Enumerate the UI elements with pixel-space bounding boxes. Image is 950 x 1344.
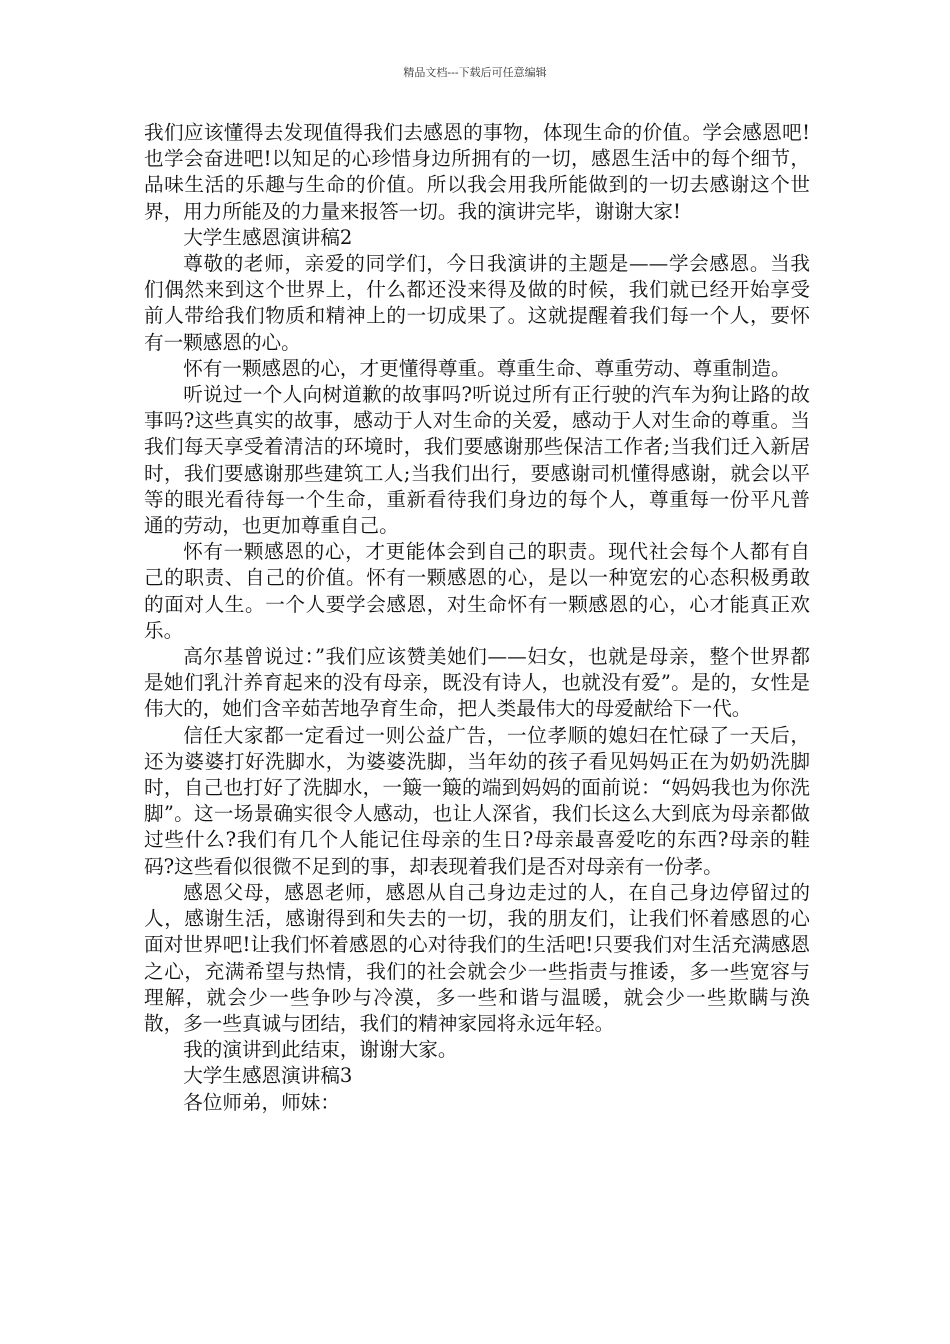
document-body <box>144 120 810 1116</box>
section-heading-3: 大学生感恩演讲稿3 <box>183 1064 353 1088</box>
paragraph-1: 我们应该懂得去发现值得我们去感恩的事物，体现生命的价值。学会感恩吧!也学会奋进吧!以知足的心珍惜身边所拥有的一切，感恩生活中的每个细节，品味生活的乐趣与生命的价值。所以我会用我所能做到的一切去感谢这个世界，用力所能及的力量来报答一切。我的演讲完毕，谢谢大家! <box>144 121 810 223</box>
paragraph-8: 感恩父母，感恩老师，感恩从自己身边走过的人，在自己身边停留过的人，感谢生活，感谢得到和失去的一切，我的朋友们，让我们怀着感恩的心面对世界吧!让我们怀着感恩的心对待我们的生活吧!只要我们对生活充满感恩之心，充满希望与热情，我们的社会就会少一些指责与推诿，多一些宽容与理解，就会少一些争吵与冷漠，多一些和谐与温暖，就会少一些欺瞒与涣散，多一些真诚与团结，我们的精神家园将永远年轻。 <box>144 880 810 1035</box>
paragraph-3: 怀有一颗感恩的心，才更懂得尊重。尊重生命、尊重劳动、尊重制造。 <box>183 356 791 380</box>
paragraph-10: 各位师弟，师妹： <box>183 1090 340 1114</box>
paragraph-2: 尊敬的老师，亲爱的同学们，今日我演讲的主题是——学会感恩。当我们偶然来到这个世界上，什么都还没来得及做的时候，我们就已经开始享受前人带给我们物质和精神上的一切成果了。这就提醒着我们每一个人，要怀有一颗感恩的心。 <box>144 252 810 354</box>
paragraph-7: 信任大家都一定看过一则公益广告，一位孝顺的媳妇在忙碌了一天后，还为婆婆打好洗脚水，为婆婆洗脚，当年幼的孩子看见妈妈正在为奶奶洗脚时，自己也打好了洗脚水，一簸一簸的端到妈妈的面前说：“妈妈我也为你洗脚”。这一场景确实很令人感动，也让人深省，我们长这么大到底为母亲都做过些什么?我们有几个人能记住母亲的生日?母亲最喜爱吃的东西?母亲的鞋码?这些看似很微不足到的事，却表现着我们是否对母亲有一份孝。 <box>144 723 810 878</box>
paragraph-9: 我的演讲到此结束，谢谢大家。 <box>183 1038 458 1062</box>
paragraph-6: 高尔基曾说过：”我们应该赞美她们——妇女，也就是母亲，整个世界都是她们乳汁养育起来的没有母亲，既没有诗人，也就没有爱”。是的，女性是伟大的，她们含辛茹苦地孕育生命，把人类最伟大的母爱献给下一代。 <box>144 645 810 721</box>
section-heading-2: 大学生感恩演讲稿2 <box>183 225 353 249</box>
paragraph-5: 怀有一颗感恩的心，才更能体会到自己的职责。现代社会每个人都有自己的职责、自己的价值。怀有一颗感恩的心，是以一种宽宏的心态积极勇敢的面对人生。一个人要学会感恩，对生命怀有一颗感恩的心，心才能真正欢乐。 <box>144 540 810 642</box>
paragraph-4: 听说过一个人向树道歉的故事吗?听说过所有正行驶的汽车为狗让路的故事吗?这些真实的故事，感动于人对生命的关爱，感动于人对生命的尊重。当我们每天享受着清洁的环境时，我们要感谢那些保洁工作者;当我们迁入新居时，我们要感谢那些建筑工人;当我们出行，要感谢司机懂得感谢，就会以平等的眼光看待每一个生命，重新看待我们身边的每个人，尊重每一份平凡普通的劳动，也更加尊重自己。 <box>144 383 810 538</box>
page-header: 精品文档---下载后可任意编辑 <box>403 66 547 79</box>
